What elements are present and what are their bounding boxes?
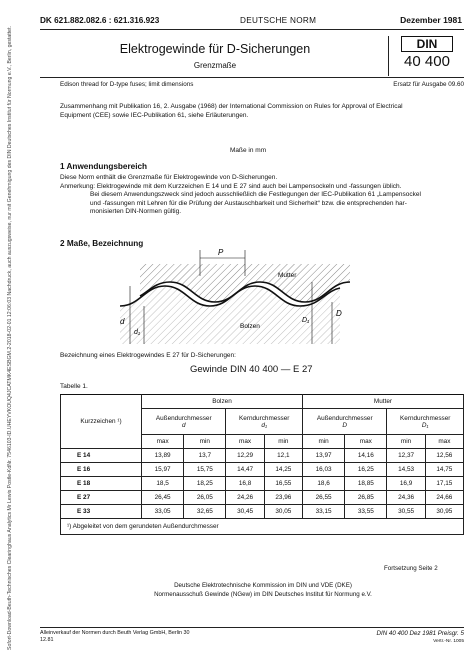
designation-example: Gewinde DIN 40 400 — E 27 (190, 364, 313, 375)
section-1-text (60, 174, 466, 217)
units-note: Maße in mm (230, 147, 267, 154)
document-title: Elektrogewinde für D-Sicherungen (119, 42, 311, 56)
footer-right: DIN 40 400 Dez 1981 Preisgr. 5 (376, 630, 464, 637)
table-cell: 32,65 (184, 505, 226, 519)
footer-left (40, 630, 190, 644)
din-logo: DIN (401, 36, 453, 52)
table-cell: 30,05 (264, 505, 302, 519)
title-rule (40, 77, 464, 78)
col-group-bolzen: Bolzen (142, 395, 303, 409)
table-cell: 16,8 (226, 477, 264, 491)
din-number: 40 400 (404, 53, 450, 70)
d-label: d (120, 317, 125, 326)
table-cell: 26,05 (184, 491, 226, 505)
table-cell: 15,75 (184, 463, 226, 477)
pitch-label: P (218, 248, 224, 257)
side-copyright-text: Sofort-Download-Beuth-Technisches Clearinghaus Analytics Mr Lewis Postle-KdNr. 7546103-ID.UHEYVKOUQ4JCATMK4ESBGM.2-2018-02-01 12:06:03 Nachdruck, auch auszugsweise, nur mit Genehmigung des DIN Deutsches Institut für Normung e.V., Berlin, gestattet. (7, 26, 13, 650)
intro-line: Zusammenhang mit Publikation 16, 2. Ausgabe (1968) der International Commission on Rules for Approval of Electrical (60, 103, 403, 110)
table-cell: 16,55 (264, 477, 302, 491)
row-kurzzeichen: E 14 (61, 449, 142, 463)
table-cell: 23,96 (264, 491, 302, 505)
D1-label: D₁ (302, 317, 310, 324)
table-row (61, 449, 464, 463)
table-cell: 33,05 (142, 505, 184, 519)
table-cell: 26,55 (302, 491, 344, 505)
table-row (61, 505, 464, 519)
classification-number: DK 621.882.082.6 : 621.316.923 (40, 16, 160, 25)
table-cell: 18,5 (142, 477, 184, 491)
table-footnote: ¹) Abgeleitet von dem gerundeten Außendurchmesser (61, 519, 464, 535)
table-cell: 14,47 (226, 463, 264, 477)
table-cell: 30,45 (226, 505, 264, 519)
table-cell: 30,95 (425, 505, 463, 519)
publisher-block (60, 582, 466, 599)
table-cell: 13,97 (302, 449, 344, 463)
intro-text (60, 103, 466, 120)
dimensions-table (60, 394, 464, 535)
row-kurzzeichen: E 27 (61, 491, 142, 505)
table-cell: 12,56 (425, 449, 463, 463)
col-min: min (302, 435, 344, 449)
table-cell: 12,29 (226, 449, 264, 463)
nut-label: Mutter (278, 272, 297, 279)
row-kurzzeichen: E 18 (61, 477, 142, 491)
row-kurzzeichen: E 16 (61, 463, 142, 477)
col-min: min (184, 435, 226, 449)
section-1-line: Diese Norm enthält die Grenzmaße für Elektrogewinde von D-Sicherungen. (60, 174, 278, 181)
section-1-line: Bei diesem Anwendungszweck sind jedoch ausschließlich die Festlegungen der IEC-Publikation 61 „Lampensockel (90, 191, 421, 199)
table-cell: 12,37 (387, 449, 425, 463)
designation-intro: Bezeichnung eines Elektrogewindes E 27 für D-Sicherungen: (60, 352, 236, 359)
table-row (61, 491, 464, 505)
continuation-note: Fortsetzung Seite 2 (384, 565, 438, 572)
table-cell: 14,25 (264, 463, 302, 477)
norm-label: DEUTSCHE NORM (240, 16, 317, 25)
col-header-kern-mutter: Kerndurchmesser D₁ (387, 409, 464, 435)
din-number-box (388, 36, 465, 76)
section-1-line: Anmerkung: Elektrogewinde mit dem Kurzzeichen E 14 und E 27 sind auch bei Lampensockeln und -fassungen üblich. (60, 182, 402, 190)
table-body (61, 449, 464, 519)
col-header-aussen-mutter: Außendurchmesser D (302, 409, 386, 435)
document-subtitle: Grenzmaße (193, 61, 237, 70)
document-header (40, 14, 470, 28)
section-1-heading: 1 Anwendungsbereich (60, 162, 148, 171)
table-cell: 16,9 (387, 477, 425, 491)
D-label: D (336, 309, 342, 318)
footer-rule (40, 627, 464, 628)
table-cell: 13,89 (142, 449, 184, 463)
table-cell: 26,85 (345, 491, 387, 505)
col-header-kern-bolzen: Kerndurchmesser d₁ (226, 409, 303, 435)
col-min: min (264, 435, 302, 449)
col-header-kurzzeichen: Kurzzeichen ¹) (61, 395, 142, 449)
header-rule (40, 29, 464, 30)
col-max: max (226, 435, 264, 449)
section-1-line: monisierten DIN-Normen gültig. (90, 208, 182, 216)
table-cell: 17,15 (425, 477, 463, 491)
thread-profile-diagram (100, 246, 360, 346)
col-max: max (142, 435, 184, 449)
replaces-note: Ersatz für Ausgabe 09.60 (393, 81, 464, 88)
contract-number: Vertr.-Nr. 1005 (433, 639, 464, 644)
table-cell: 26,45 (142, 491, 184, 505)
issue-date: Dezember 1981 (400, 15, 462, 25)
row-kurzzeichen: E 33 (61, 505, 142, 519)
col-group-mutter: Mutter (302, 395, 463, 409)
table-cell: 14,75 (425, 463, 463, 477)
table-cell: 15,97 (142, 463, 184, 477)
table-cell: 33,15 (302, 505, 344, 519)
english-title: Edison thread for D-type fuses; limit dimensions (60, 81, 194, 88)
table-cell: 18,25 (184, 477, 226, 491)
col-header-aussen-bolzen: Außendurchmesser d (142, 409, 226, 435)
col-max: max (345, 435, 387, 449)
table-cell: 16,25 (345, 463, 387, 477)
table-cell: 14,53 (387, 463, 425, 477)
table-cell: 33,55 (345, 505, 387, 519)
table-cell: 30,55 (387, 505, 425, 519)
intro-line: Equipment (CEE) sowie IEC-Publikation 61, siehe Erläuterungen. (60, 111, 249, 119)
d1-label: d₁ (134, 329, 141, 336)
table-row (61, 463, 464, 477)
table-cell: 24,26 (226, 491, 264, 505)
table-cell: 16,03 (302, 463, 344, 477)
publisher-line: Normenausschuß Gewinde (NGew) im DIN Deutsches Institut für Normung e.V. (154, 590, 372, 598)
table-cell: 24,66 (425, 491, 463, 505)
table-cell: 24,36 (387, 491, 425, 505)
table-caption: Tabelle 1. (60, 383, 88, 390)
table-row (61, 477, 464, 491)
table-cell: 13,7 (184, 449, 226, 463)
table-cell: 18,85 (345, 477, 387, 491)
section-1-line: und -fassungen mit Lehren für die Prüfung der Austauschbarkeit und Sicherheit“ bzw. die entsprechenden har- (90, 199, 407, 207)
print-code: 12.81 (40, 637, 54, 643)
table-cell: 12,1 (264, 449, 302, 463)
col-min: min (387, 435, 425, 449)
table-cell: 18,6 (302, 477, 344, 491)
col-max: max (425, 435, 463, 449)
section-2-heading: 2 Maße, Bezeichnung (60, 239, 144, 248)
table-cell: 14,16 (345, 449, 387, 463)
publisher-line: Deutsche Elektrotechnische Kommission im DIN und VDE (DKE) (174, 582, 352, 589)
bolt-label: Bolzen (240, 323, 260, 330)
sales-note: Alleinverkauf der Normen durch Beuth Verlag GmbH, Berlin 30 (40, 630, 190, 636)
